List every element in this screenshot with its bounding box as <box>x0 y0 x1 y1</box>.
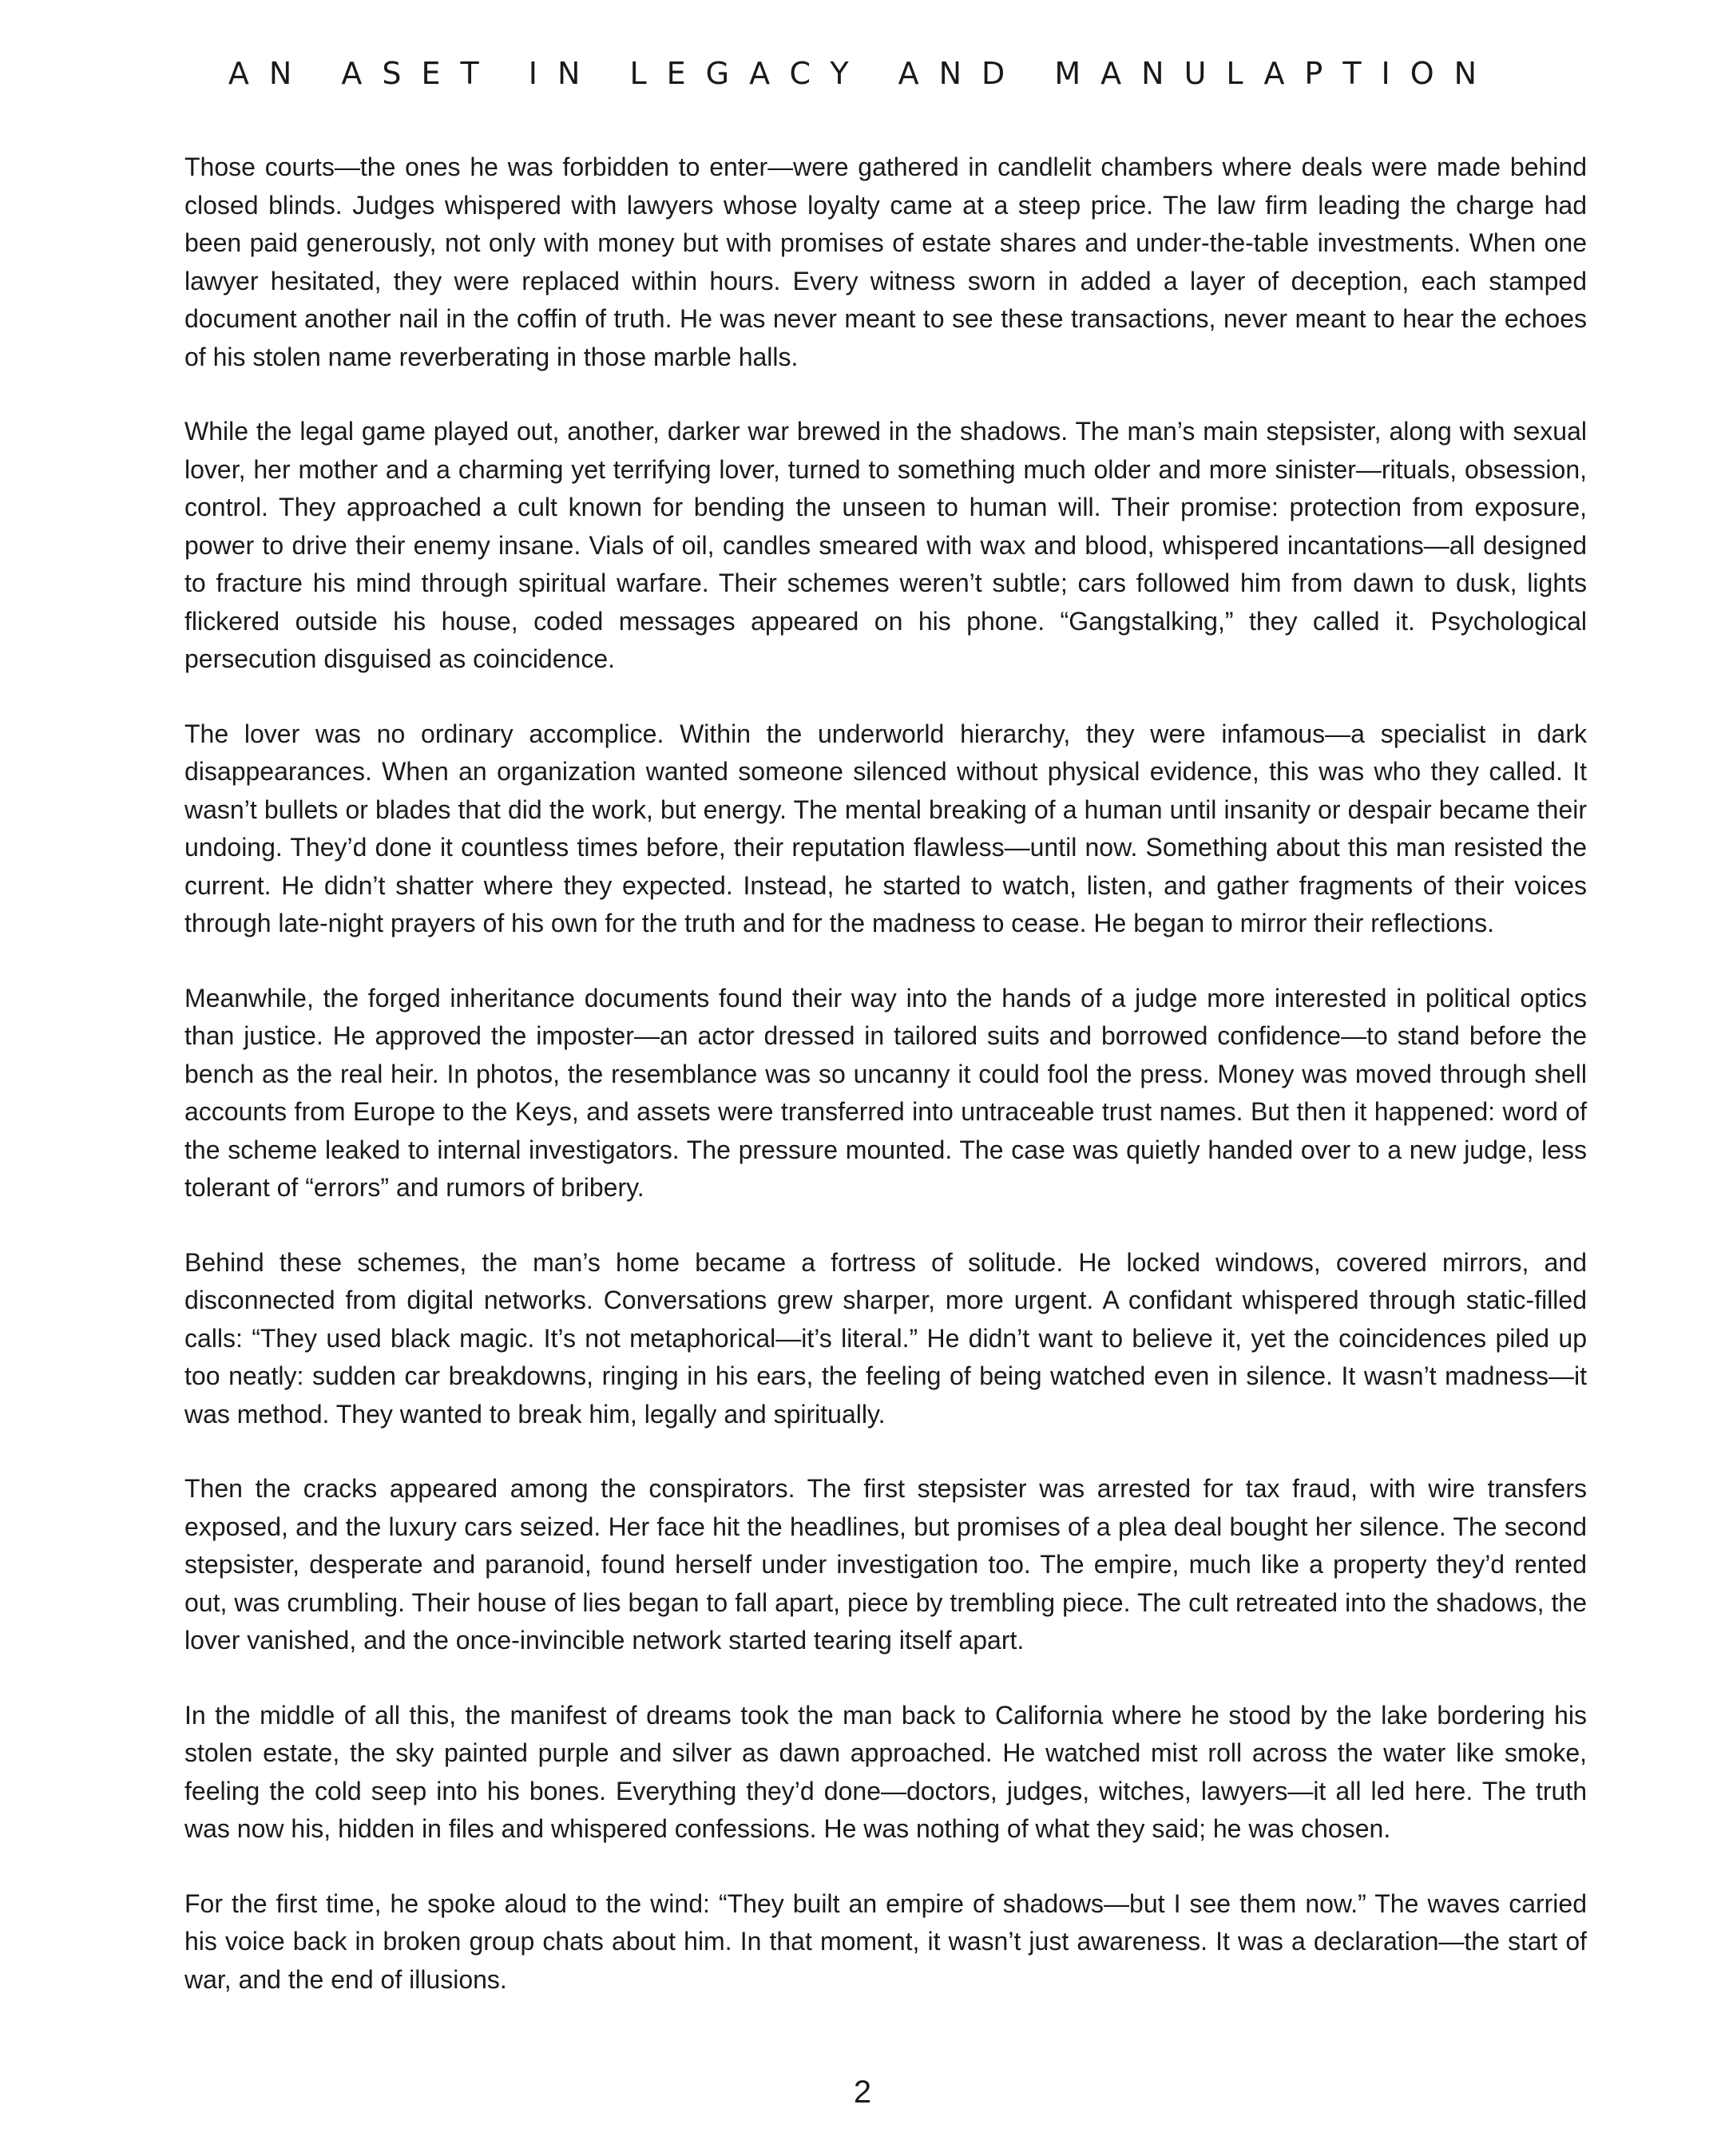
paragraph: While the legal game played out, another, darker war brewed in the shadows. The man’s main stepsister, along with sexual lover, her mother and a charming yet terrifying lover, turned to something much older and more sinister—rituals, obsession, control. They approached a cult known for bending the unseen to human will. Their promise: protection from exposure, power to drive their enemy insane. Vials of oil, candles smeared with wax and blood, whispered incantations—all designed to fracture his mind through spiritual warfare. Their schemes weren’t subtle; cars followed him from dawn to dusk, lights flickered outside his house, coded messages appeared on his phone. “Gangstalking,” they called it. Psychological persecution disguised as coincidence. <box>184 417 1587 673</box>
running-title: AN ASET IN LEGACY AND MANULAPTION <box>228 56 1497 91</box>
paragraph: Meanwhile, the forged inheritance documents found their way into the hands of a judge more interested in political optics than justice. He approved the imposter—an actor dressed in tailored suits and borrowed confidence—to stand before the bench as the real heir. In photos, the resemblance was so uncanny it could fool the press. Money was moved through shell accounts from Europe to the Keys, and assets were transferred into untraceable trust names. But then it happened: word of the scheme leaked to internal investigators. The pressure mounted. The case was quietly handed over to a new judge, less tolerant of “errors” and rumors of bribery. <box>184 983 1587 1202</box>
paragraph: In the middle of all this, the manifest of dreams took the man back to California where he stood by the lake bordering his stolen estate, the sky painted purple and silver as dawn approached. He watched mist roll across the water like smoke, feeling the cold seep into his bones. Everything they’d done—doctors, judges, witches, lawyers—it all led here. The truth was now his, hidden in files and whispered confessions. He was nothing of what they said; he was chosen. <box>184 1700 1587 1843</box>
paragraph: For the first time, he spoke aloud to the wind: “They built an empire of shadows—but I see them now.” The waves carried his voice back in broken group chats about him. In that moment, it wasn’t just awareness. It was a declaration—the start of war, and the end of illusions. <box>184 1888 1587 1994</box>
paragraph: Those courts—the ones he was forbidden to enter—were gathered in candlelit chambers where deals were made behind closed blinds. Judges whispered with lawyers whose loyalty came at a steep price. The law firm leading the charge had been paid generously, not only with money but with promises of estate shares and under-the-table investments. When one lawyer hesitated, they were replaced within hours. Every witness sworn in added a layer of deception, each stamped document another nail in the coffin of truth. He was never meant to see these transactions, never meant to hear the echoes of his stolen name reverberating in those marble halls. <box>184 153 1587 371</box>
body-text <box>184 149 1587 2035</box>
paragraph: The lover was no ordinary accomplice. Within the underworld hierarchy, they were infamous—a specialist in dark disappearances. When an organization wanted someone silenced without physical evidence, this was who they called. It wasn’t bullets or blades that did the work, but energy. The mental breaking of a human until insanity or despair became their undoing. They’d done it countless times before, their reputation flawless—until now. Something about this man resisted the current. He didn’t shatter where they expected. Instead, he started to watch, listen, and gather fragments of their voices through late-night prayers of his own for the truth and for the madness to cease. He began to mirror their reflections. <box>184 719 1587 937</box>
paragraph: Then the cracks appeared among the conspirators. The first stepsister was arrested for tax fraud, with wire transfers exposed, and the luxury cars seized. Her face hit the headlines, but promises of a plea deal bought her silence. The second stepsister, desperate and paranoid, found herself under investigation too. The empire, much like a property they’d rented out, was crumbling. Their house of lies began to fall apart, piece by trembling piece. The cult retreated into the shadows, the lover vanished, and the once-invincible network started tearing itself apart. <box>184 1474 1587 1655</box>
page-number: 2 <box>853 2075 872 2110</box>
paragraph: Behind these schemes, the man’s home became a fortress of solitude. He locked windows, covered mirrors, and disconnected from digital networks. Conversations grew sharper, more urgent. A confidant whispered through static-filled calls: “They used black magic. It’s not metaphorical—it’s literal.” He didn’t want to believe it, yet the coincidences piled up too neatly: sudden car breakdowns, ringing in his ears, the feeling of being watched even in silence. It wasn’t madness—it was method. They wanted to break him, legally and spiritually. <box>184 1247 1587 1429</box>
